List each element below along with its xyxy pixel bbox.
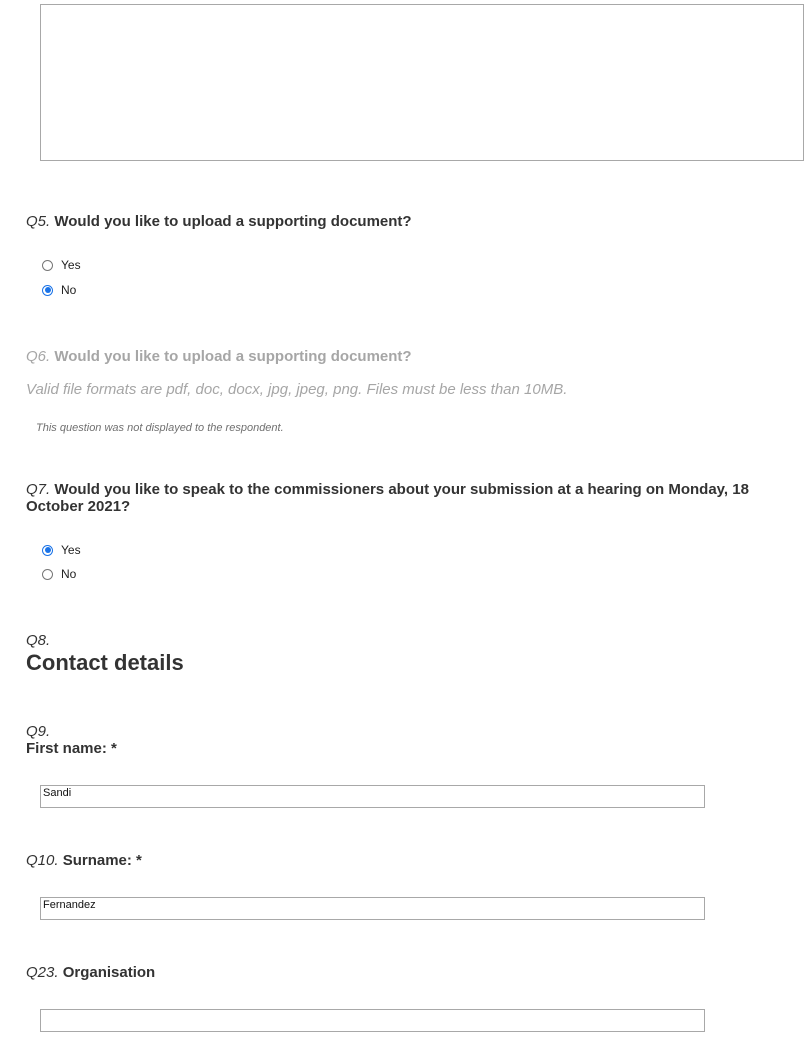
q5-no-radio[interactable]: [42, 285, 53, 296]
q6-not-displayed-note: This question was not displayed to the respondent.: [36, 422, 284, 434]
q10-label: Surname: *: [62, 852, 142, 869]
q7-option-no[interactable]: [42, 566, 76, 582]
q7-yes-label: Yes: [61, 543, 81, 557]
organisation-input[interactable]: [40, 1009, 705, 1032]
q6-text: Would you like to upload a supporting document?: [54, 348, 412, 365]
q7-no-label: No: [61, 567, 77, 581]
q23-question: [26, 964, 155, 981]
q7-number: Q7.: [26, 481, 51, 498]
surname-input[interactable]: Fernandez: [40, 897, 705, 920]
q7-text: Would you like to speak to the commissioners about your submission at a hearing on Monday, 18 October 2021?: [26, 481, 749, 515]
q5-number: Q5.: [26, 213, 51, 230]
q5-no-label: No: [61, 283, 77, 297]
q7-yes-radio[interactable]: [42, 545, 53, 556]
previous-answer-textarea[interactable]: [40, 4, 804, 161]
q6-question: [26, 348, 412, 365]
q7-question: [26, 481, 786, 515]
q6-number: Q6.: [26, 348, 51, 365]
q10-question: [26, 852, 142, 869]
q5-question: [26, 213, 412, 230]
q5-text: Would you like to upload a supporting document?: [54, 213, 412, 230]
q8-section-title: Contact details: [26, 650, 184, 675]
q23-label: Organisation: [62, 964, 156, 981]
q9-label: First name: *: [26, 740, 117, 757]
q7-option-yes[interactable]: [42, 542, 81, 558]
q6-hint: Valid file formats are pdf, doc, docx, jpg, jpeg, png. Files must be less than 10MB.: [26, 381, 568, 398]
q23-number: Q23.: [26, 964, 59, 981]
q5-yes-label: Yes: [61, 258, 81, 272]
q8-number: Q8.: [26, 632, 51, 649]
q10-number: Q10.: [26, 852, 59, 869]
q5-yes-radio[interactable]: [42, 260, 53, 271]
first-name-input[interactable]: Sandi: [40, 785, 705, 808]
q7-no-radio[interactable]: [42, 569, 53, 580]
q5-option-yes[interactable]: [42, 257, 81, 273]
q5-option-no[interactable]: [42, 282, 76, 298]
q9-number: Q9.: [26, 723, 51, 740]
